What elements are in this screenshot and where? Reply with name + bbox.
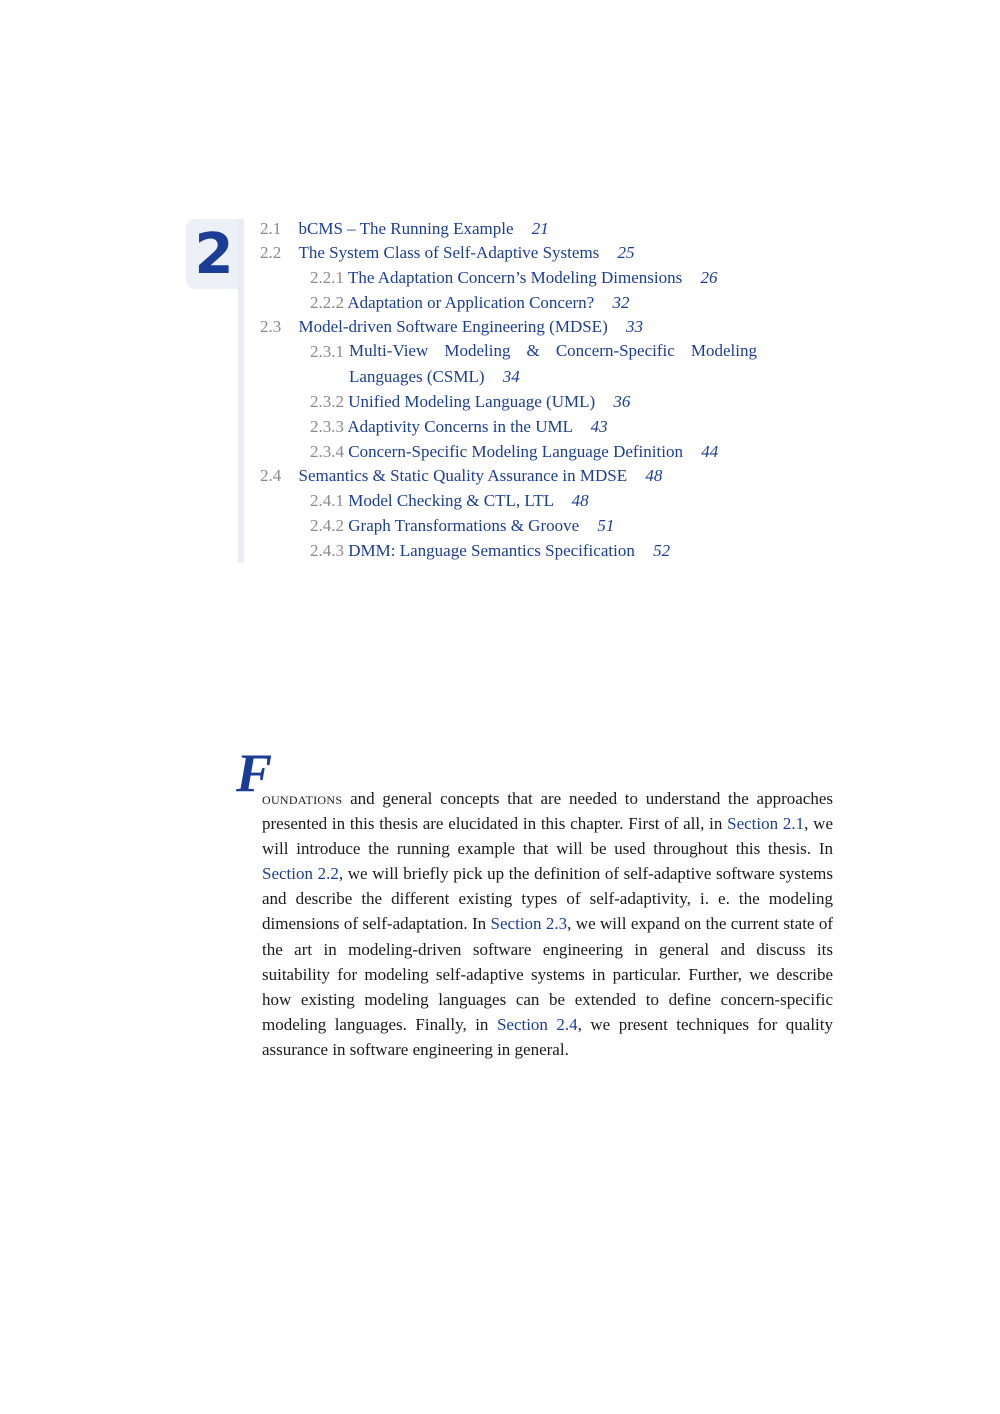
body-text-segment: , we will introduce the running example that will be used throughout this thesis. In — [262, 814, 833, 859]
body-text-segment: , we will briefly pick up the definition of self-adaptive software systems and describe the different existing types of self-adaptivity, i. e. the modeling dimensions of self-adaptation. In — [262, 864, 833, 934]
toc-entry-2-1[interactable] — [260, 217, 549, 241]
toc-page: 33 — [625, 317, 643, 336]
body-text-segment: and general concepts that are needed to understand the approaches presented in this thesis are elucidated in this chapter. First of all, in — [262, 789, 833, 834]
toc-entry-2-2-1[interactable] — [310, 266, 718, 290]
toc-number: 2.3 — [260, 317, 282, 336]
toc-number: 2.1 — [260, 219, 282, 238]
toc-number: 2.2.1 — [310, 268, 344, 287]
toc-title: Unified Modeling Language (UML) — [348, 392, 596, 411]
toc-entry-2-2-2[interactable] — [310, 291, 629, 315]
toc-page: 44 — [701, 442, 719, 461]
toc-title: The Adaptation Concern’s Modeling Dimensions — [347, 268, 683, 287]
toc-number: 2.4 — [260, 466, 282, 485]
toc-title: bCMS – The Running Example — [298, 219, 514, 238]
section-link-2-1[interactable]: Section 2.1 — [727, 814, 805, 834]
toc-title: Graph Transformations & Groove — [348, 516, 580, 535]
toc-entry-2-3-2[interactable] — [310, 390, 630, 414]
body-text-segment: , we will expand on the current state of the art in modeling-driven software engineering in general and discuss its suitability for modeling self-adaptive systems in particular. Further, we describe how existing modeling languages can be extended to define concern-specific modeling languages. Finally, in — [262, 914, 834, 1034]
toc-title: Semantics & Static Quality Assurance in MDSE — [298, 466, 628, 485]
toc-page: 51 — [597, 516, 615, 535]
toc-title: Adaptation or Application Concern? — [347, 293, 595, 312]
toc-page: 34 — [502, 367, 520, 386]
toc-entry-2-3-1-line2[interactable] — [349, 365, 520, 389]
toc-number: 2.2.2 — [310, 293, 344, 312]
section-link-2-3[interactable]: Section 2.3 — [490, 914, 568, 934]
toc-page: 36 — [613, 392, 631, 411]
toc-title: Concern-Specific Modeling Language Definition — [348, 442, 683, 461]
toc-entry-2-4-2[interactable] — [310, 514, 614, 538]
toc-title: The System Class of Self-Adaptive Systems — [298, 243, 600, 262]
toc-title: Model-driven Software Engineering (MDSE) — [298, 317, 608, 336]
chapter-number: 2 — [194, 222, 234, 287]
toc-number: 2.3.3 — [310, 417, 344, 436]
toc-page: 52 — [653, 541, 671, 560]
toc-entry-2-3-3[interactable] — [310, 415, 608, 439]
toc-title: Adaptivity Concerns in the UML — [347, 417, 573, 436]
drop-cap: F — [236, 743, 273, 803]
toc-page: 21 — [531, 219, 549, 238]
toc-page: 43 — [590, 417, 608, 436]
toc-page: 32 — [612, 293, 630, 312]
section-link-2-4[interactable]: Section 2.4 — [496, 1014, 578, 1034]
toc-number: 2.3.2 — [310, 392, 344, 411]
toc-entry-2-2[interactable] — [260, 241, 635, 265]
toc-title: Model Checking & CTL, LTL — [348, 491, 554, 510]
lead-small-caps: oundations — [262, 789, 343, 808]
toc-number: 2.3.4 — [310, 442, 344, 461]
toc-number: 2.3.1 — [310, 342, 344, 361]
toc-title-2-3-1-line1[interactable]: Multi-View Modeling & Concern-Specific Modeling — [349, 341, 757, 360]
toc-page: 26 — [700, 268, 718, 287]
toc-entry-2-4[interactable] — [260, 464, 662, 488]
toc-number: 2.4.1 — [310, 491, 344, 510]
toc-entry-2-3-4[interactable] — [310, 440, 718, 464]
body-text-segment: , we present techniques for quality assurance in software engineering in general. — [262, 1014, 834, 1059]
toc-page: 48 — [645, 466, 663, 485]
toc-entry-2-4-3[interactable] — [310, 539, 670, 563]
toc-title: DMM: Language Semantics Specification — [348, 541, 635, 560]
toc-number: 2.4.2 — [310, 516, 344, 535]
toc-entry-2-3[interactable] — [260, 315, 643, 339]
toc-page: 25 — [617, 243, 635, 262]
toc-page: 48 — [571, 491, 589, 510]
toc-number: 2.2 — [260, 243, 282, 262]
toc-entry-2-3-1-number[interactable] — [310, 340, 344, 364]
intro-paragraph — [262, 786, 833, 1062]
toc-number: 2.4.3 — [310, 541, 344, 560]
section-link-2-2[interactable]: Section 2.2 — [262, 864, 339, 884]
toc-title: Languages (CSML) — [349, 367, 485, 386]
toc-entry-2-4-1[interactable] — [310, 489, 589, 513]
